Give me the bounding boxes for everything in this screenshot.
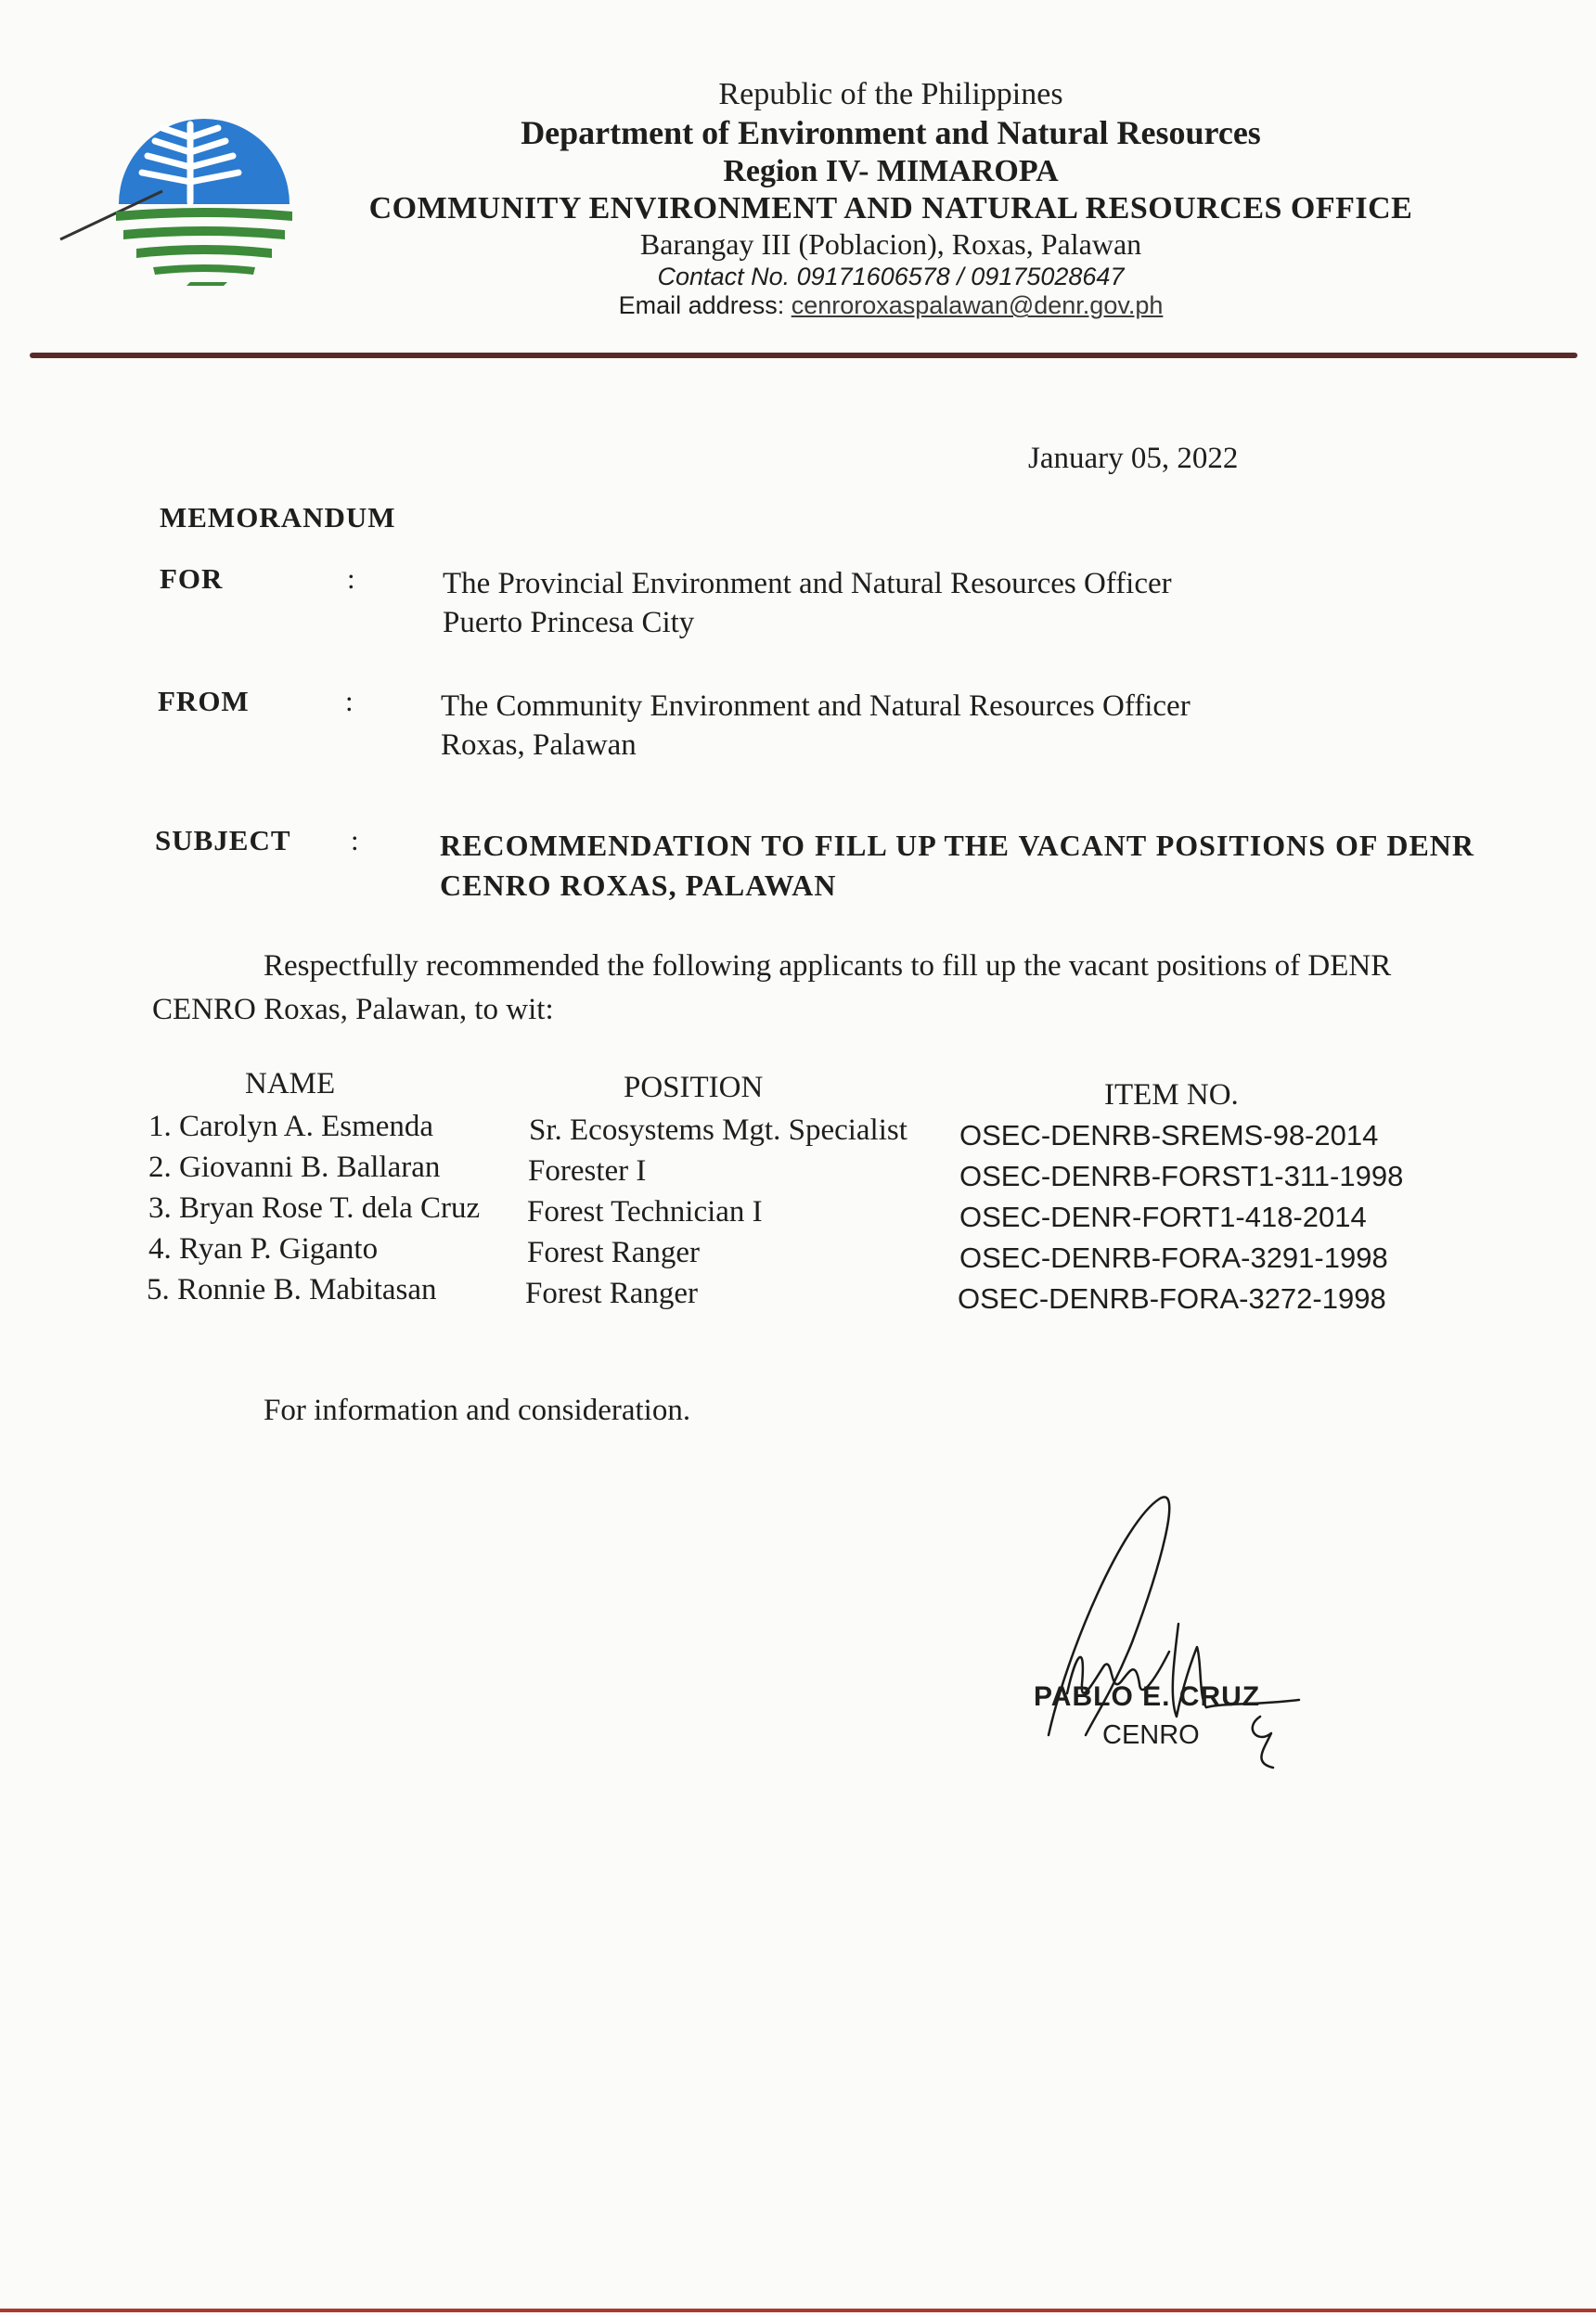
email-link[interactable]: cenroroxaspalawan@denr.gov.ph	[791, 291, 1164, 320]
signatory-name: PABLO E. CRUZ	[1034, 1681, 1261, 1712]
subject-text: RECOMMENDATION TO FILL UP THE VACANT POSITIONS OF DENR CENRO ROXAS, PALAWAN	[440, 829, 1474, 903]
from-line-2: Roxas, Palawan	[441, 728, 637, 763]
row-4-position: Forest Ranger	[527, 1236, 701, 1269]
region-heading: Region IV- MIMAROPA	[723, 153, 1059, 188]
from-label: FROM	[158, 685, 250, 717]
email-label: Email address:	[618, 291, 792, 320]
row-2-item: OSEC-DENRB-FORST1-311-1998	[959, 1160, 1404, 1192]
row-1-name: 1. Carolyn A. Esmenda	[148, 1110, 434, 1143]
subject-colon: :	[351, 824, 359, 856]
row-5-item: OSEC-DENRB-FORA-3272-1998	[958, 1282, 1386, 1315]
letterhead	[315, 76, 1466, 321]
header-name: NAME	[245, 1067, 336, 1100]
row-5-position: Forest Ranger	[525, 1277, 699, 1310]
email-row	[315, 291, 1466, 321]
office-heading: COMMUNITY ENVIRONMENT AND NATURAL RESOURCES OFFICE	[368, 190, 1413, 225]
row-5-name: 5. Ronnie B. Mabitasan	[147, 1273, 437, 1306]
row-2-name: 2. Giovanni B. Ballaran	[148, 1151, 441, 1184]
signatory-title: CENRO	[1102, 1720, 1200, 1750]
for-line-1: The Provincial Environment and Natural Resources Officer	[443, 567, 1172, 600]
closing-line: For information and consideration.	[264, 1394, 691, 1427]
subject-label: SUBJECT	[155, 824, 291, 856]
row-3-name: 3. Bryan Rose T. dela Cruz	[148, 1191, 481, 1225]
row-4-item: OSEC-DENRB-FORA-3291-1998	[959, 1242, 1388, 1274]
row-2-position: Forester I	[528, 1154, 647, 1188]
row-3-position: Forest Technician I	[527, 1195, 763, 1229]
row-1-item: OSEC-DENRB-SREMS-98-2014	[959, 1119, 1379, 1152]
from-line-1: The Community Environment and Natural Resources Officer	[441, 689, 1191, 723]
for-label: FOR	[160, 562, 224, 595]
memo-date: January 05, 2022	[1028, 442, 1239, 475]
from-colon: :	[345, 685, 354, 717]
office-address: Barangay III (Poblacion), Roxas, Palawan	[639, 226, 1142, 261]
contact-number: Contact No. 09171606578 / 09175028647	[657, 262, 1125, 290]
letterhead-divider	[30, 353, 1577, 358]
from-sender	[441, 687, 1191, 765]
row-3-item: OSEC-DENR-FORT1-418-2014	[959, 1201, 1367, 1233]
intro-paragraph: Respectfully recommended the following applicants to fill up the vacant positions of DENR CENRO Roxas, Palawan, to wit:	[152, 949, 1392, 1026]
header-item-no: ITEM NO.	[1104, 1078, 1239, 1112]
header-position: POSITION	[624, 1071, 764, 1104]
bottom-edge-line	[0, 2309, 1596, 2312]
for-colon: :	[347, 562, 355, 595]
for-line-2: Puerto Princesa City	[443, 606, 695, 640]
row-1-position: Sr. Ecosystems Mgt. Specialist	[529, 1113, 907, 1147]
denr-logo	[51, 100, 292, 295]
republic-heading: Republic of the Philippines	[718, 77, 1063, 111]
department-heading: Department of Environment and Natural Resources	[521, 114, 1261, 152]
memo-title: MEMORANDUM	[160, 501, 396, 534]
for-recipient	[443, 564, 1172, 642]
row-4-name: 4. Ryan P. Giganto	[148, 1232, 379, 1266]
